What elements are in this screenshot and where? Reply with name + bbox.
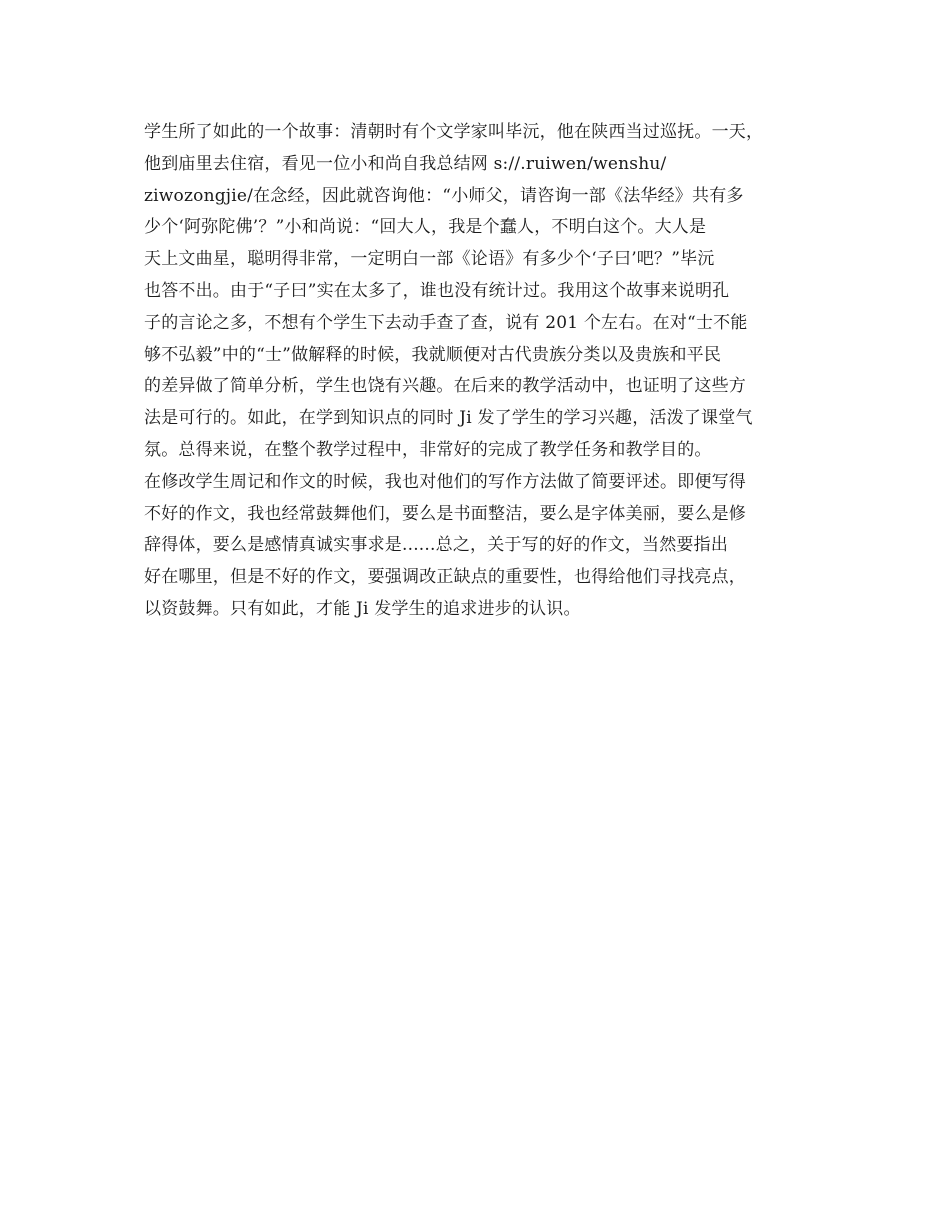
text-line: 不好的作文，我也经常鼓舞他们，要么是书面整洁，要么是字体美丽，要么是修: [144, 503, 746, 524]
text-line: 他到庙里去住宿，看见一位小和尚自我总结网 s://.ruiwen/wenshu/: [144, 153, 667, 174]
text-line: 以资鼓舞。只有如此，才能 Ji 发学生的追求进步的认识。: [144, 598, 581, 619]
text-line: 的差异做了简单分析，学生也饶有兴趣。在后来的教学活动中，也证明了这些方: [144, 376, 746, 397]
text-line: 好在哪里，但是不好的作文，要强调改正缺点的重要性，也得给他们寻找亮点，: [144, 567, 746, 588]
text-line: 氛。总得来说，在整个教学过程中，非常好的完成了教学任务和教学目的。: [144, 439, 712, 460]
text-line: 少个‘阿弥陀佛’？”小和尚说：“回大人，我是个蠢人，不明白这个。大人是: [144, 217, 707, 238]
text-line: 学生所了如此的一个故事：清朝时有个文学家叫毕沅，他在陕西当过巡抚。一天，: [144, 122, 764, 142]
text-line: 够不弘毅”中的“士”做解释的时候，我就顺便对古代贵族分类以及贵族和平民: [144, 344, 722, 365]
text-line: 辞得体，要么是感情真诚实事求是......总之，关于写的好的作文，当然要指出: [144, 535, 729, 556]
text-line: ziwozongjie/在念经，因此就咨询他：“小师父，请咨询一部《法华经》共有多: [144, 185, 744, 206]
text-line: 天上文曲星，聪明得非常，一定明白一部《论语》有多少个‘子曰’吧？”毕沅: [144, 249, 715, 270]
text-line: 也答不出。由于“子曰”实在太多了，谁也没有统计过。我用这个故事来说明孔: [144, 280, 730, 301]
text-line: 法是可行的。如此，在学到知识点的同时 Ji 发了学生的学习兴趣，活泼了课堂气: [144, 408, 753, 429]
text-line: 子的言论之多，不想有个学生下去动手查了查，说有 201 个左右。在对“士不能: [144, 312, 748, 333]
body-text: [144, 117, 824, 626]
text-line: 在修改学生周记和作文的时候，我也对他们的写作方法做了简要评述。即便写得: [144, 471, 746, 492]
